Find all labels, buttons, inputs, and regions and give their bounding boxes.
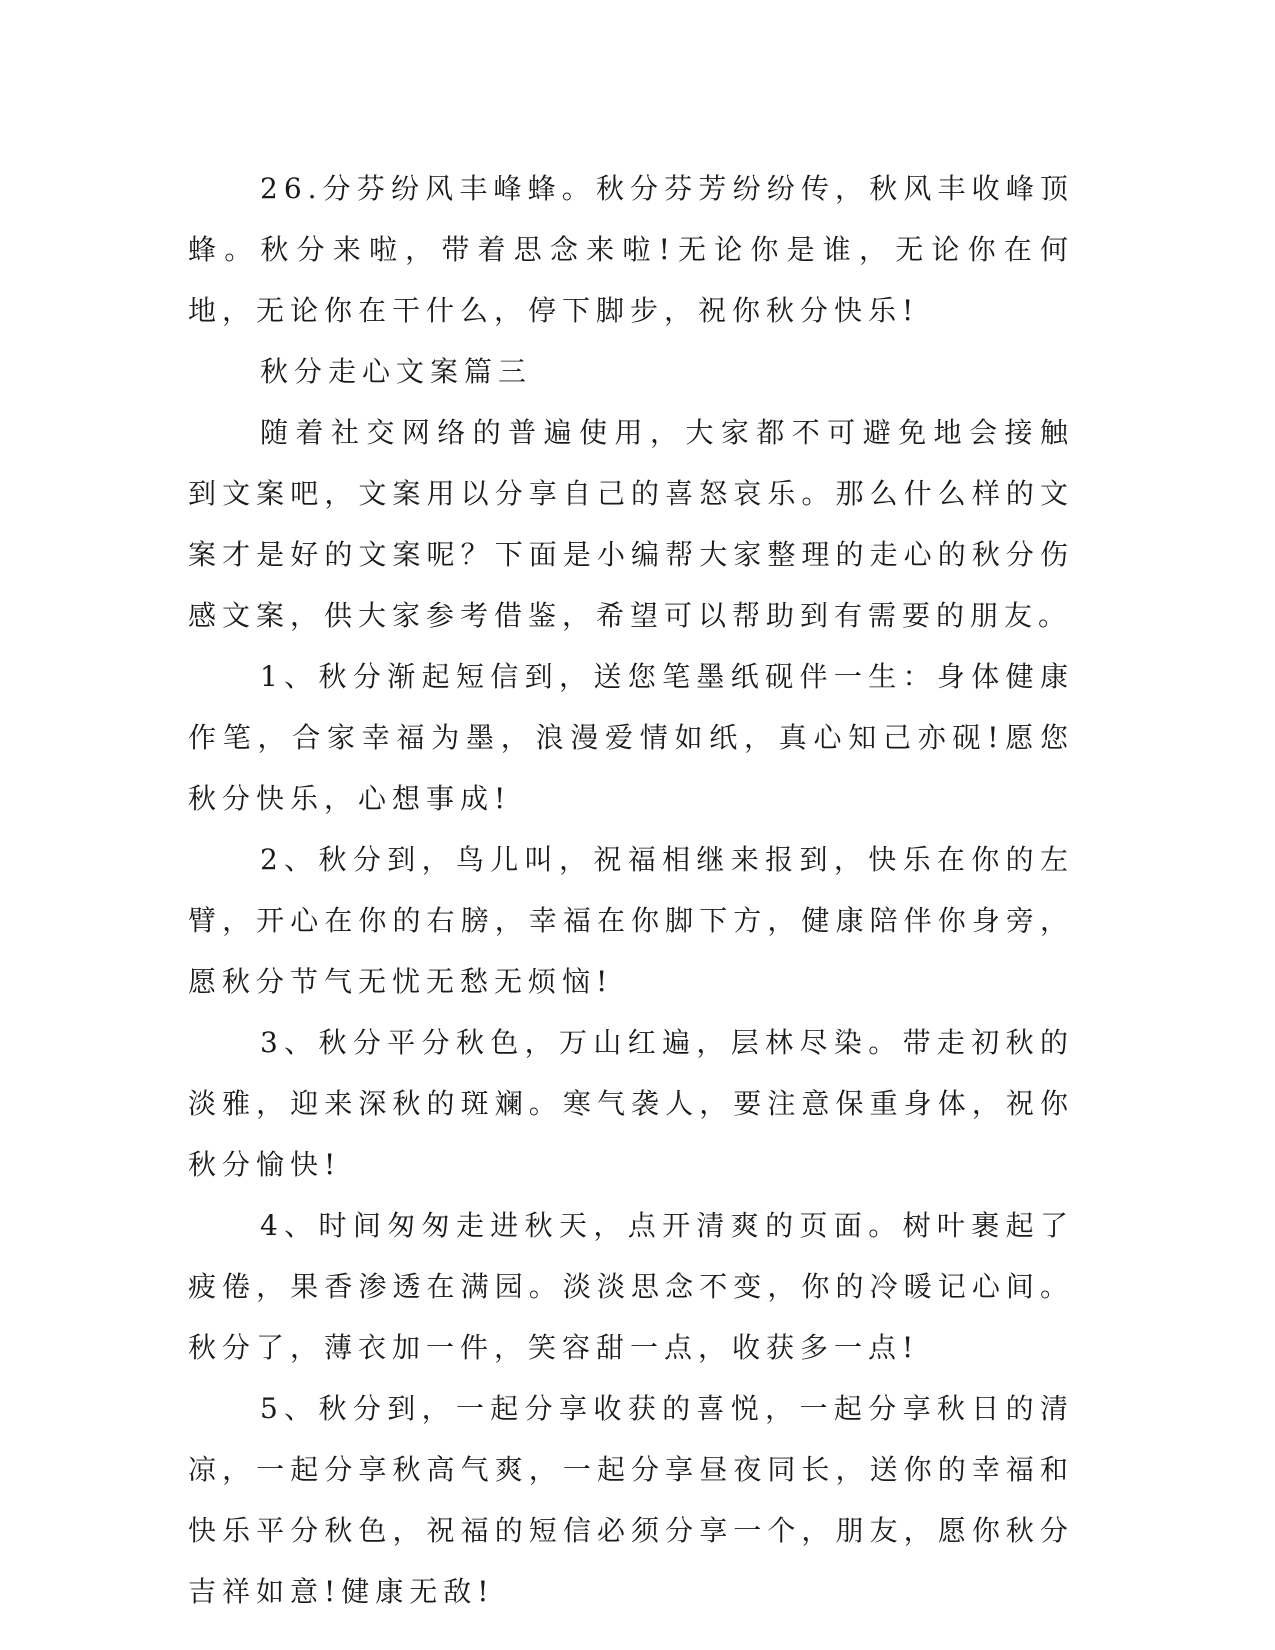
section-heading: 秋分走心文案篇三 — [260, 355, 533, 388]
paragraph-5: 5、秋分到，一起分享收获的喜悦，一起分享秋日的清凉，一起分享秋高气爽，一起分享昼夜同长，送你的幸福和快乐平分秋色，祝福的短信必须分享一个，朋友，愿你秋分吉祥如意!健康无敌! — [188, 1392, 1074, 1608]
paragraph-4: 4、时间匆匆走进秋天，点开清爽的页面。树叶裹起了疲倦，果香渗透在满园。淡淡思念不变，你的冷暖记心间。秋分了，薄衣加一件，笑容甜一点，收获多一点! — [188, 1209, 1074, 1364]
paragraph-2: 2、秋分到，鸟儿叫，祝福相继来报到，快乐在你的左臂，开心在你的右膀，幸福在你脚下方，健康陪伴你身旁，愿秋分节气无忧无愁无烦恼! — [188, 843, 1074, 998]
intro-paragraph: 随着社交网络的普遍使用，大家都不可避免地会接触到文案吧，文案用以分享自己的喜怒哀乐。那么什么样的文案才是好的文案呢？下面是小编帮大家整理的走心的秋分伤感文案，供大家参考借鉴，希望可以帮助到有需要的朋友。 — [188, 416, 1074, 632]
document-body — [188, 158, 1074, 1622]
paragraph-1: 1、秋分渐起短信到，送您笔墨纸砚伴一生：身体健康作笔，合家幸福为墨，浪漫爱情如纸，真心知己亦砚!愿您秋分快乐，心想事成! — [188, 660, 1074, 815]
paragraph-26: 26.分芬纷风丰峰蜂。秋分芬芳纷纷传，秋风丰收峰顶蜂。秋分来啦，带着思念来啦!无论你是谁，无论你在何地，无论你在干什么，停下脚步，祝你秋分快乐! — [188, 172, 1074, 327]
paragraph-3: 3、秋分平分秋色，万山红遍，层林尽染。带走初秋的淡雅，迎来深秋的斑斓。寒气袭人，要注意保重身体，祝你秋分愉快! — [188, 1026, 1074, 1181]
